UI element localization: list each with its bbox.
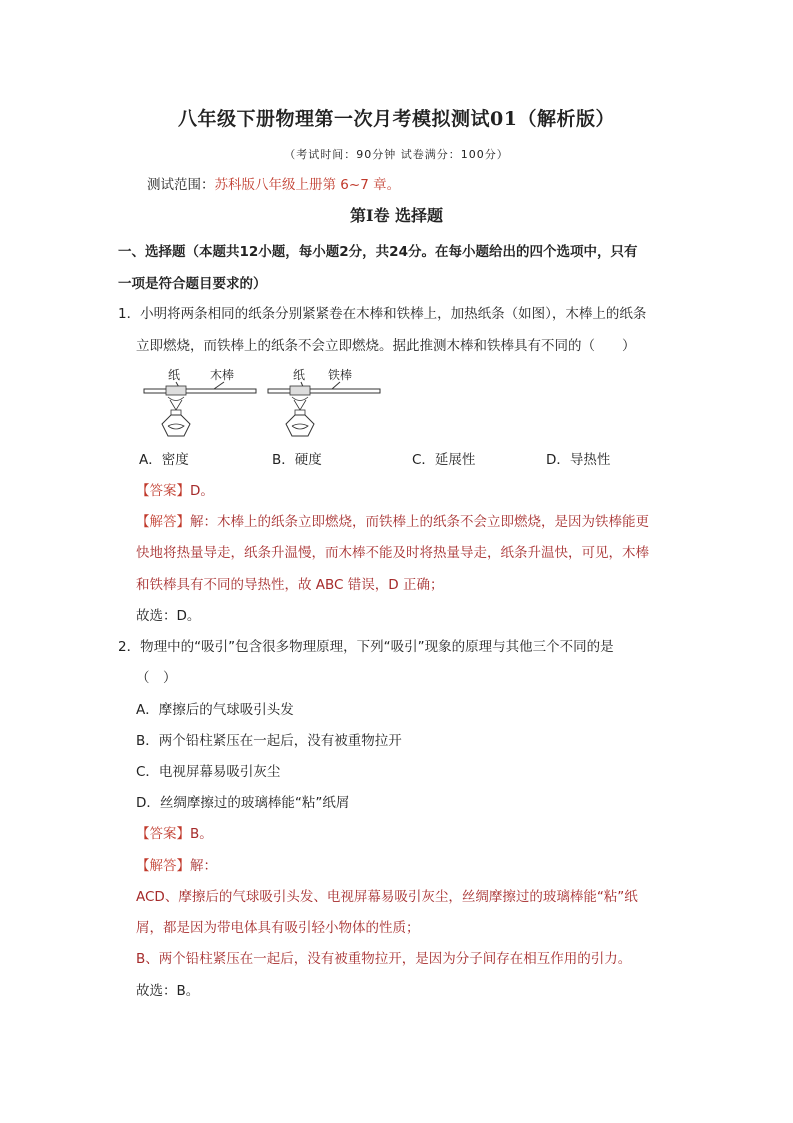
q2-option-c: C．电视屏幕易吸引灰尘 <box>136 764 281 780</box>
wood-rod <box>144 389 256 393</box>
q1-analysis-tag: 【解答】 <box>136 514 190 530</box>
q2-option-b: B．两个铅柱紧压在一起后，没有被重物拉开 <box>136 733 402 749</box>
q2-stem-line-1: 2．物理中的“吸引”包含很多物理原理，下列“吸引”现象的原理与其他三个不同的是 <box>118 639 614 655</box>
q1-answer <box>136 482 214 500</box>
q1-figure <box>140 362 385 444</box>
test-scope-label: 测试范围： <box>147 177 215 193</box>
q1-option-a: A．密度 <box>139 452 189 468</box>
q2-stem-line-2: （ ） <box>136 670 177 686</box>
q1-choice: 故选：D。 <box>136 608 201 624</box>
test-scope <box>147 173 400 193</box>
document-title: 八年级下册物理第一次月考模拟测试01（解析版） <box>178 108 615 130</box>
test-scope-text: 苏科版八年级上册第 6~7 章。 <box>214 177 401 193</box>
q2-analysis-head <box>136 857 217 875</box>
q2-analysis-line-1: ACD、摩擦后的气球吸引头发、电视屏幕易吸引灰尘，丝绸摩擦过的玻璃棒能“粘”纸 <box>136 889 638 905</box>
exam-info: （考试时间：90分钟 试卷满分：100分） <box>284 148 509 161</box>
figure-label-paper-2: 纸 <box>293 368 306 382</box>
section-title: 第Ⅰ卷 选择题 <box>349 206 444 225</box>
q2-analysis-tag: 【解答】 <box>136 858 190 874</box>
q1-analysis-text-1: 解：木棒上的纸条立即燃烧，而铁棒上的纸条不会立即燃烧，是因为铁棒能更 <box>190 514 649 530</box>
q2-answer-tag: 【答案】 <box>136 826 190 842</box>
figure-label-wood: 木棒 <box>210 368 235 382</box>
q2-analysis-head-text: 解： <box>190 858 217 874</box>
q2-answer-text: B。 <box>190 826 213 842</box>
q1-option-c: C．延展性 <box>412 452 476 468</box>
q1-stem-line-2: 立即燃烧，而铁棒上的纸条不会立即燃烧。据此推测木棒和铁棒具有不同的（ ） <box>136 338 636 354</box>
instructions-line-2: 一项是符合题目要求的） <box>118 276 267 292</box>
q1-analysis-line-3: 和铁棒具有不同的导热性，故 ABC 错误，D 正确； <box>136 577 444 593</box>
iron-rod <box>268 389 380 393</box>
q2-analysis-line-3: B、两个铅柱紧压在一起后，没有被重物拉开，是因为分子间存在相互作用的引力。 <box>136 951 632 967</box>
q1-analysis-line-1 <box>136 513 649 531</box>
figure-label-iron: 铁棒 <box>328 368 353 382</box>
q1-option-d: D．导热性 <box>546 452 611 468</box>
q2-option-a: A．摩擦后的气球吸引头发 <box>136 702 294 718</box>
q1-stem-line-1: 1．小明将两条相同的纸条分别紧紧卷在木棒和铁棒上，加热纸条（如图），木棒上的纸条 <box>118 306 647 322</box>
q2-option-d: D．丝绸摩擦过的玻璃棒能“粘”纸屑 <box>136 795 350 811</box>
q2-answer <box>136 825 213 843</box>
instructions-line-1: 一、选择题（本题共12小题，每小题2分，共24分。在每小题给出的四个选项中，只有 <box>118 244 638 260</box>
q1-analysis-line-2: 快地将热量导走，纸条升温慢，而木棒不能及时将热量导走，纸条升温快，可见，木棒 <box>136 545 649 561</box>
q1-option-b: B．硬度 <box>272 452 322 468</box>
figure-label-paper-1: 纸 <box>168 368 181 382</box>
q1-answer-tag: 【答案】 <box>136 483 190 499</box>
q2-analysis-line-2: 屑，都是因为带电体具有吸引轻小物体的性质； <box>136 920 420 936</box>
q2-choice: 故选：B。 <box>136 983 200 999</box>
q1-answer-text: D。 <box>190 483 214 499</box>
